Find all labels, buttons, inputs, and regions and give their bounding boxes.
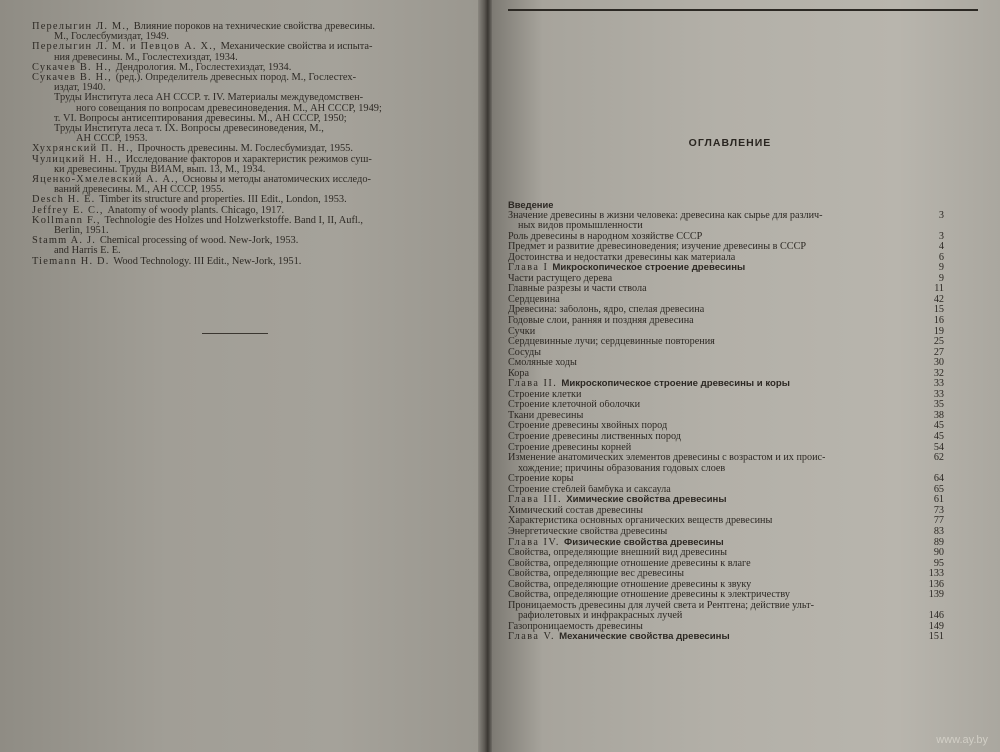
toc-entry-title: Строение древесины лиственных пород xyxy=(508,432,681,443)
toc-entry-title: Свойства, определяющие внешний вид древесины xyxy=(508,548,727,559)
reference-continuation: М., Гослесбумиздат, 1949. xyxy=(54,31,169,43)
reference-text: Дендрология. М., Гослестехиздат, 1934. xyxy=(115,61,292,73)
toc-entry-title: Роль древесины в народном хозяйстве СССР xyxy=(508,231,703,242)
header-rule xyxy=(508,9,978,11)
chapter-title: Физические свойства древесины xyxy=(564,537,724,548)
toc-entry xyxy=(508,337,944,348)
table-of-contents xyxy=(508,200,944,643)
toc-entry-title: Энергетические свойства древесины xyxy=(508,526,668,537)
reference-entry xyxy=(32,155,462,175)
toc-entry xyxy=(508,348,944,359)
toc-page-number: 9 xyxy=(938,262,944,274)
toc-entry xyxy=(508,559,944,570)
reference-text: Прочность древесины. М. Гослесбумиздат, 1955. xyxy=(137,143,353,155)
reference-author: Перелыгин Л. М., xyxy=(32,21,134,32)
toc-entry xyxy=(508,253,944,264)
toc-page-number: 19 xyxy=(933,325,944,337)
bibliography xyxy=(32,22,462,267)
reference-text: (ред.). Определитель древесных пород. М., Гослестех- xyxy=(115,72,357,84)
toc-page-number: 15 xyxy=(933,304,944,316)
toc-page-number: 25 xyxy=(933,336,944,348)
toc-entry-title: Годовые слои, ранняя и поздняя древесина xyxy=(508,316,694,327)
toc-page-number: 64 xyxy=(933,473,944,485)
toc-entry-title: Сучки xyxy=(508,326,536,337)
toc-page-number: 89 xyxy=(933,536,944,548)
toc-entry xyxy=(508,274,944,285)
toc-entry xyxy=(508,622,944,633)
toc-page-number: 38 xyxy=(933,409,944,421)
toc-entry xyxy=(508,411,944,422)
toc-entry-title: Свойства, определяющие отношение древесины к звуку xyxy=(508,579,752,590)
reference-text: т. VI. Вопросы антисептирования древесины. М., АН СССР, 1950; xyxy=(54,112,347,124)
toc-entry-title: Свойства, определяющие отношение древесины к электричеству xyxy=(508,590,790,601)
reference-text: Timber its structure and properties. III Edit., London, 1953. xyxy=(99,194,347,206)
chapter-number: Глава III. xyxy=(508,495,567,506)
reference-author: Stamm A. J. xyxy=(32,235,100,247)
toc-page-number: 146 xyxy=(928,610,944,622)
chapter-title: Микроскопическое строение древесины и коры xyxy=(561,379,790,390)
chapter-title: Механические свойства древесины xyxy=(559,632,730,643)
toc-entry-title: Строение клеточной оболочки xyxy=(508,400,641,411)
toc-entry-title: Изменение анатомических элементов древесины с возрастом и их проис- xyxy=(508,453,826,464)
toc-entry xyxy=(508,200,944,211)
toc-entry xyxy=(508,611,944,622)
toc-entry-title: Химический состав древесины xyxy=(508,505,643,516)
reference-author: Чулицкий Н. Н., xyxy=(32,153,126,165)
toc-page-number: 4 xyxy=(938,241,944,253)
reference-text: Основы и методы анатомических исследо- xyxy=(182,174,371,186)
toc-page-number: 139 xyxy=(928,589,944,601)
chapter-title: Микроскопическое строение древесины xyxy=(552,263,746,274)
reference-author: Desch H. E. xyxy=(32,194,100,206)
reference-author: Tiemann H. D. xyxy=(32,255,114,267)
toc-entry-title: Сосуды xyxy=(508,347,542,358)
toc-page-number: 83 xyxy=(933,525,944,537)
toc-page-number: 133 xyxy=(928,568,944,580)
toc-entry xyxy=(508,590,944,601)
reference-entry xyxy=(32,73,462,93)
toc-entry xyxy=(508,295,944,306)
toc-entry-title xyxy=(508,538,724,549)
toc-entry-title: Свойства, определяющие отношение древесины к влаге xyxy=(508,558,751,569)
toc-entry xyxy=(508,316,944,327)
toc-page-number: 30 xyxy=(933,357,944,369)
reference-author: Хухрянский П. Н., xyxy=(32,143,138,155)
toc-entry-title xyxy=(508,379,790,390)
toc-entry xyxy=(508,242,944,253)
toc-entry-title: Строение коры xyxy=(508,474,574,485)
toc-entry-title: Сердцевинные лучи; сердцевинные повторения xyxy=(508,337,715,348)
toc-entry-title: Достоинства и недостатки древесины как материала xyxy=(508,252,736,263)
toc-entry-title: Кора xyxy=(508,368,529,379)
toc-entry xyxy=(508,569,944,580)
reference-author: Сукачев В. Н., xyxy=(32,61,116,73)
reference-text: Chemical processing of wood. New-Jork, 1953. xyxy=(99,235,299,247)
toc-entry-title: Введение xyxy=(508,200,554,210)
book-spine xyxy=(478,0,492,752)
toc-entry xyxy=(508,358,944,369)
toc-page-number: 33 xyxy=(933,388,944,400)
reference-entry xyxy=(32,216,462,236)
toc-chapter xyxy=(508,379,944,390)
reference-entry xyxy=(32,124,462,144)
reference-text: and Harris E. E. xyxy=(54,245,121,257)
toc-entry-title xyxy=(508,495,727,506)
toc-page-number: 33 xyxy=(933,378,944,390)
toc-page-number: 42 xyxy=(933,293,944,305)
toc-page-number: 73 xyxy=(933,504,944,516)
toc-page-number: 45 xyxy=(933,420,944,432)
reference-continuation: издат, 1940. xyxy=(54,82,106,94)
toc-page-number: 136 xyxy=(928,578,944,590)
reference-entry xyxy=(32,93,462,113)
toc-title: ОГЛАВЛЕНИЕ xyxy=(688,137,772,149)
reference-continuation: Berlin, 1951. xyxy=(54,225,109,237)
reference-author: Перелыгин Л. М. и Певцов А. Х., xyxy=(32,41,221,53)
toc-entry-title: Смоляные ходы xyxy=(508,358,577,369)
toc-entry-title: ных видов промышленности xyxy=(518,221,643,232)
toc-entry xyxy=(508,580,944,591)
toc-page-number: 77 xyxy=(933,515,944,527)
reference-text: Труды Института леса АН СССР. т. IV. Материалы междуведомствен- xyxy=(54,92,364,104)
toc-entry-title: Древесина: заболонь, ядро, спелая древесина xyxy=(508,305,705,316)
chapter-number: Глава II. xyxy=(508,379,562,390)
toc-entry-title: Значение древесины в жизни человека: древесина как сырье для различ- xyxy=(508,210,823,221)
toc-entry-title: Предмет и развитие древесиноведения; изучение древесины в СССР xyxy=(508,242,807,253)
toc-entry-title: Строение древесины корней xyxy=(508,442,632,453)
toc-entry-title: Проницаемость древесины для лучей света и Рентгена; действие ульт- xyxy=(508,600,814,611)
reference-text: Anatomy of woody plants. Chicago, 1917. xyxy=(107,204,285,216)
toc-entry xyxy=(508,369,944,380)
toc-entry-title: Ткани древесины xyxy=(508,410,584,421)
toc-page-number: 95 xyxy=(933,557,944,569)
toc-entry-title: рафиолетовых и инфракрасных лучей xyxy=(518,611,683,622)
toc-entry xyxy=(508,390,944,401)
reference-author: Сукачев В. Н., xyxy=(32,72,116,84)
toc-entry-title: Главные разрезы и части ствола xyxy=(508,284,647,295)
section-divider xyxy=(202,333,268,334)
toc-entry xyxy=(508,443,944,454)
toc-entry-title: хождение; причины образования годовых слоев xyxy=(518,463,726,474)
toc-entry xyxy=(508,421,944,432)
toc-entry xyxy=(508,527,944,538)
toc-entry xyxy=(508,453,944,464)
reference-continuation: ваний древесины. М., АН СССР, 1955. xyxy=(54,184,224,196)
toc-entry-title: Строение древесины хвойных пород xyxy=(508,421,668,432)
toc-entry-title: Газопроницаемость древесины xyxy=(508,621,643,632)
toc-entry-title: Свойства, определяющие вес древесины xyxy=(508,569,685,580)
toc-entry xyxy=(508,211,944,222)
toc-chapter xyxy=(508,495,944,506)
toc-entry xyxy=(508,548,944,559)
toc-entry xyxy=(508,601,944,612)
toc-entry-title: Характеристика основных органических веществ древесины xyxy=(508,516,773,527)
toc-entry-title: Строение клетки xyxy=(508,389,582,400)
toc-page-number: 16 xyxy=(933,315,944,327)
toc-entry-title xyxy=(508,263,745,274)
reference-text: Technologie des Holzes und Holzwerkstoffe. Band I, II, Aufl., xyxy=(104,214,363,226)
toc-entry xyxy=(508,432,944,443)
reference-continuation: ния древесины. М., Гослестехиздат, 1934. xyxy=(54,51,238,63)
toc-entry xyxy=(508,232,944,243)
toc-entry xyxy=(508,221,944,232)
toc-entry-title xyxy=(508,632,730,643)
toc-entry-title: Строение стеблей бамбука и саксаула xyxy=(508,484,671,495)
toc-page-number: 54 xyxy=(933,441,944,453)
toc-page-number: 27 xyxy=(933,346,944,358)
toc-entry xyxy=(508,485,944,496)
toc-page-number: 3 xyxy=(938,230,944,242)
reference-entry xyxy=(32,175,462,195)
toc-entry-title: Части растущего дерева xyxy=(508,273,613,284)
toc-entry xyxy=(508,516,944,527)
reference-continuation: АН СССР, 1953. xyxy=(76,133,148,145)
reference-entry xyxy=(32,257,462,267)
toc-entry xyxy=(508,327,944,338)
chapter-number: Глава V. xyxy=(508,632,560,643)
toc-page-number: 35 xyxy=(933,399,944,411)
reference-author: Kollmann F., xyxy=(32,214,105,226)
toc-entry xyxy=(508,474,944,485)
toc-page-number: 149 xyxy=(928,620,944,632)
toc-entry xyxy=(508,305,944,316)
reference-text: Wood Technology. III Edit., New-Jork, 1951. xyxy=(113,255,302,267)
toc-page-number: 90 xyxy=(933,547,944,559)
reference-continuation: ки древесины. Труды ВИАМ, вып. 13, М., 1934. xyxy=(54,163,266,175)
toc-chapter xyxy=(508,538,944,549)
watermark: www.ay.by xyxy=(936,734,988,746)
toc-page-number: 65 xyxy=(933,483,944,495)
reference-author: Jeffrey E. C., xyxy=(32,204,108,216)
toc-entry xyxy=(508,400,944,411)
toc-page-number: 45 xyxy=(933,431,944,443)
chapter-number: Глава IV. xyxy=(508,537,565,548)
toc-entry xyxy=(508,506,944,517)
reference-text: Исследование факторов и характеристик режимов суш- xyxy=(125,153,372,165)
toc-entry-title: Сердцевина xyxy=(508,294,560,305)
toc-page-number: 9 xyxy=(938,272,944,284)
toc-chapter xyxy=(508,632,944,643)
toc-page-number: 3 xyxy=(938,209,944,221)
toc-entry xyxy=(508,284,944,295)
toc-page-number: 62 xyxy=(933,452,944,464)
reference-text: Механические свойства и испыта- xyxy=(220,41,373,53)
toc-page-number: 32 xyxy=(933,367,944,379)
reference-continuation: ного совещания по вопросам древесиноведения. М., АН СССР, 1949; xyxy=(76,102,382,114)
reference-entry xyxy=(32,42,462,62)
toc-entry xyxy=(508,464,944,475)
toc-page-number: 151 xyxy=(928,631,944,643)
chapter-title: Химические свойства древесины xyxy=(566,495,727,506)
toc-page-number: 11 xyxy=(934,283,944,295)
toc-page-number: 61 xyxy=(933,494,944,506)
reference-author: Яценко-Хмелевский А. А., xyxy=(32,174,183,186)
toc-chapter xyxy=(508,263,944,274)
reference-text: Влияние пороков на технические свойства древесины. xyxy=(133,21,375,32)
toc-page-number: 6 xyxy=(938,251,944,263)
chapter-number: Глава I xyxy=(508,263,553,274)
reference-text: Труды Института леса т. IX. Вопросы древесиноведения, М., xyxy=(54,123,324,135)
reference-entry xyxy=(32,22,462,42)
